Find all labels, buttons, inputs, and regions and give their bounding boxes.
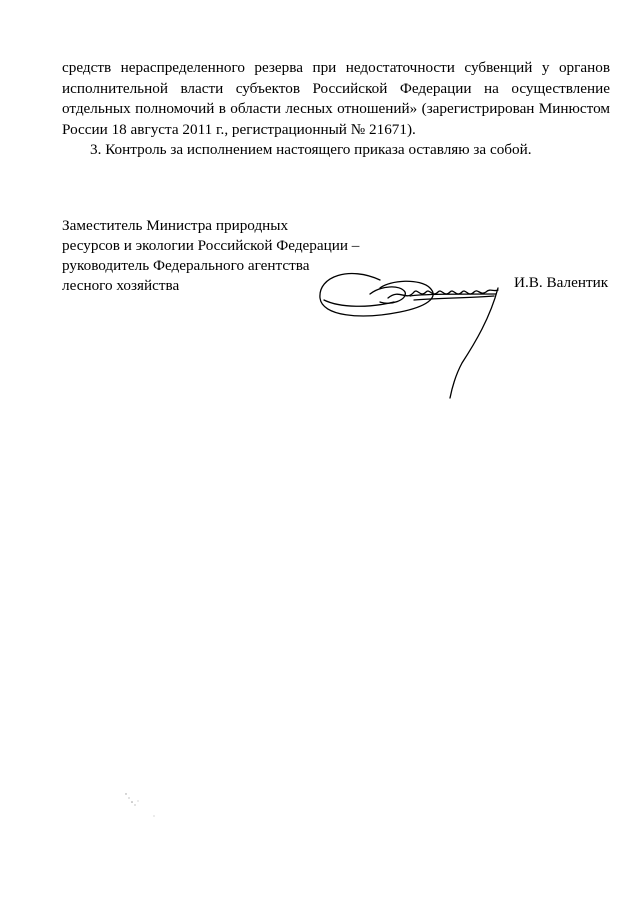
scan-artifact-icon bbox=[120, 790, 160, 820]
paragraph-3: 3. Контроль за исполнением настоящего приказа оставляю за собой. bbox=[90, 141, 532, 158]
handwritten-signature-icon bbox=[310, 258, 510, 408]
document-body bbox=[62, 58, 610, 161]
signer-position-line-2: ресурсов и экологии Российской Федерации – bbox=[62, 237, 360, 254]
signer-name: И.В. Валентик bbox=[514, 274, 609, 291]
signer-position-line-1: Заместитель Министра природных bbox=[62, 217, 289, 234]
paragraph-continued: средств нераспределенного резерва при недостаточности субвенций у органов исполнительной власти субъектов Российской Федерации на осуществление отдельных полномочий в области лесных отношений» (зарегистрирован Минюстом России 18 августа 2011 г., регистрационный № 21671). bbox=[62, 59, 610, 138]
signer-position-line-4: лесного хозяйства bbox=[62, 277, 180, 294]
signer-position-line-3: руководитель Федерального агентства bbox=[62, 257, 310, 274]
